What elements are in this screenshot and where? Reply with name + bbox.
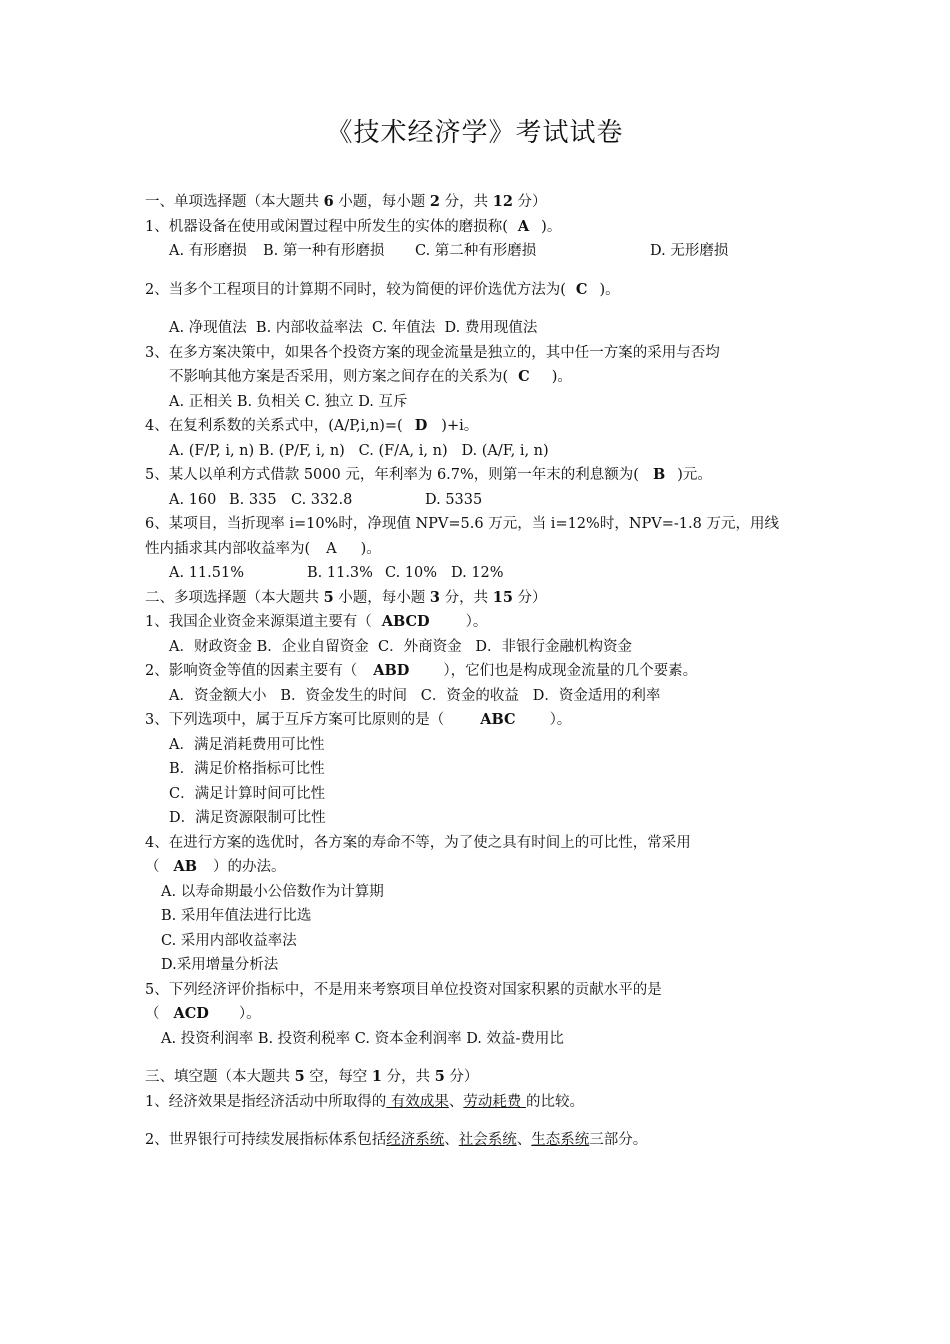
option: D. 效益-费用比: [466, 1030, 564, 1047]
list-item: C．满足计算时间可比性: [169, 785, 326, 802]
s2-q4-line2: （ AB ）的办法。: [145, 858, 286, 875]
s1-q6-line1: 6、某项目，当折现率 i=10%时，净现值 NPV=5.6 万元，当 i=12%时，NPV=-1.8 万元，用线: [145, 516, 779, 532]
option: C. 年值法: [372, 320, 436, 336]
s1-q3-options: [145, 390, 810, 415]
option: C. 第二种有形磨损: [415, 243, 537, 259]
option: B. 负相关: [236, 393, 301, 410]
s1-q4-answer: D: [414, 417, 428, 434]
option: A. 正相关: [169, 393, 233, 410]
s1-q5-stem: 5、某人以单利方式借款 5000 元，年利率为 6.7%，则第一年末的利息额为( B )元。: [145, 466, 712, 483]
s2-q2-answer: ABD: [373, 662, 410, 679]
option: A. 有形磨损: [169, 243, 247, 259]
option: D. 无形磨损: [650, 243, 729, 259]
list-item: A. 以寿命期最小公倍数作为计算期: [161, 883, 384, 900]
option: D. (A/F, i, n): [461, 442, 549, 459]
s2-q4-answer: AB: [173, 858, 198, 875]
section1-header: 一、单项选择题（本大题共 6 小题，每小题 2 分，共 12 分）: [145, 193, 547, 210]
option: C. 独立: [304, 393, 354, 410]
s2-q1-options: [145, 635, 810, 660]
s2-q5-line1: 5、下列经济评价指标中，不是用来考察项目单位投资对国家积累的贡献水平的是: [145, 981, 662, 998]
list-item: A．满足消耗费用可比性: [169, 736, 325, 753]
s2-q5-answer: ACD: [173, 1005, 209, 1022]
s1-q1-answer: A: [517, 217, 530, 235]
option: C．资金的收益: [420, 687, 519, 704]
option: D. 5335: [425, 491, 483, 508]
fill-blank: 生态系统: [531, 1132, 590, 1148]
option: A. 净现值法: [169, 320, 247, 336]
option: B. (P/F, i, n): [258, 442, 345, 459]
option: A．资金额大小: [169, 687, 267, 704]
option: A. 投资利润率: [161, 1030, 254, 1047]
option: D. 互斥: [358, 393, 408, 410]
option: B. 投资利税率: [257, 1030, 351, 1047]
exam-content: [145, 190, 810, 1153]
option: A．财政资金: [169, 638, 252, 655]
option: A. 11.51%: [169, 565, 244, 581]
s1-q6-options: [145, 561, 810, 586]
option: B. 335: [229, 491, 277, 508]
s1-q3-answer: C: [518, 368, 530, 385]
option: B．企业自留资金: [256, 638, 369, 655]
option: D. 12%: [451, 565, 504, 581]
option: D. 费用现值法: [444, 320, 538, 336]
s1-q4-stem: 4、在复利系数的关系式中，(A/P,i,n)=( D )+i。: [145, 417, 479, 434]
list-item: D．满足资源限制可比性: [169, 810, 326, 826]
s1-q2-answer: C: [575, 280, 588, 298]
s2-q1-answer: ABCD: [381, 613, 430, 630]
s2-q2-options: [145, 684, 810, 709]
option: D．资金适用的利率: [532, 687, 661, 704]
s2-q5-line2: （ ACD ）。: [145, 1005, 261, 1022]
s2-q4-line1: 4、在进行方案的选优时，各方案的寿命不等，为了使之具有时间上的可比性，常采用: [145, 834, 691, 851]
fill-blank: 有效成果: [386, 1093, 449, 1110]
fill-blank: 劳动耗费: [463, 1093, 526, 1110]
list-item: C. 采用内部收益率法: [161, 932, 297, 949]
option: C. (F/A, i, n): [358, 442, 448, 459]
list-item: B．满足价格指标可比性: [169, 761, 325, 777]
list-item: B. 采用年值法进行比选: [161, 908, 312, 924]
s1-q2-options: [145, 316, 810, 341]
option: B. 第一种有形磨损: [263, 243, 385, 259]
s1-q4-options: [145, 439, 810, 464]
s2-q2-stem: 2、影响资金等值的因素主要有（ ABD ），它们也是构成现金流量的几个要素。: [145, 662, 698, 679]
option: D．非银行金融机构资金: [475, 638, 633, 655]
s3-q2: 2、世界银行可持续发展指标体系包括经济系统、社会系统、生态系统三部分。: [145, 1132, 648, 1148]
option: C. 资本金利润率: [354, 1030, 462, 1047]
fill-blank: 经济系统: [386, 1132, 445, 1148]
s3-q1: 1、经济效果是指经济活动中所取得的 有效成果、劳动耗费 的比较。: [145, 1093, 584, 1110]
s1-q5-answer: B: [652, 466, 666, 483]
s1-q1-stem: 1、机器设备在使用或闲置过程中所发生的实体的磨损称( A )。: [145, 217, 562, 235]
s1-q3-line1: 3、在多方案决策中，如果各个投资方案的现金流量是独立的，其中任一方案的采用与否均: [145, 344, 720, 361]
option: C．外商资金: [377, 638, 462, 655]
option: B．资金发生的时间: [280, 687, 407, 704]
s2-q1-stem: 1、我国企业资金来源渠道主要有（ ABCD ）。: [145, 613, 488, 630]
option: C. 10%: [385, 565, 438, 581]
s1-q3-line2: 不影响其他方案是否采用，则方案之间存在的关系为( C )。: [169, 368, 572, 385]
list-item: D.采用增量分析法: [161, 957, 279, 973]
s2-q5-options: [145, 1027, 810, 1052]
option: A. (F/P, i, n): [169, 442, 255, 459]
option: B. 11.3%: [307, 565, 373, 581]
s2-q3-stem: 3、下列选项中，属于互斥方案可比原则的是（ ABC ）。: [145, 711, 572, 728]
s1-q6-answer: A: [326, 540, 337, 557]
section3-header: 三、填空题（本大题共 5 空，每空 1 分，共 5 分）: [145, 1068, 479, 1085]
page-title: 《技术经济学》考试试卷: [326, 118, 624, 148]
s1-q6-line2: 性内插求其内部收益率为( A )。: [145, 540, 381, 557]
s1-q1-options: [145, 239, 810, 264]
option: B. 内部收益率法: [255, 320, 363, 336]
option: C. 332.8: [291, 491, 353, 508]
s2-q3-answer: ABC: [480, 711, 516, 728]
s1-q5-options: [145, 488, 810, 513]
section2-header: 二、多项选择题（本大题共 5 小题，每小题 3 分，共 15 分）: [145, 588, 547, 606]
fill-blank: 社会系统: [458, 1132, 517, 1148]
option: A. 160: [169, 491, 217, 508]
s1-q2-stem: 2、当多个工程项目的计算期不同时，较为简便的评价选优方法为( C )。: [145, 280, 620, 298]
